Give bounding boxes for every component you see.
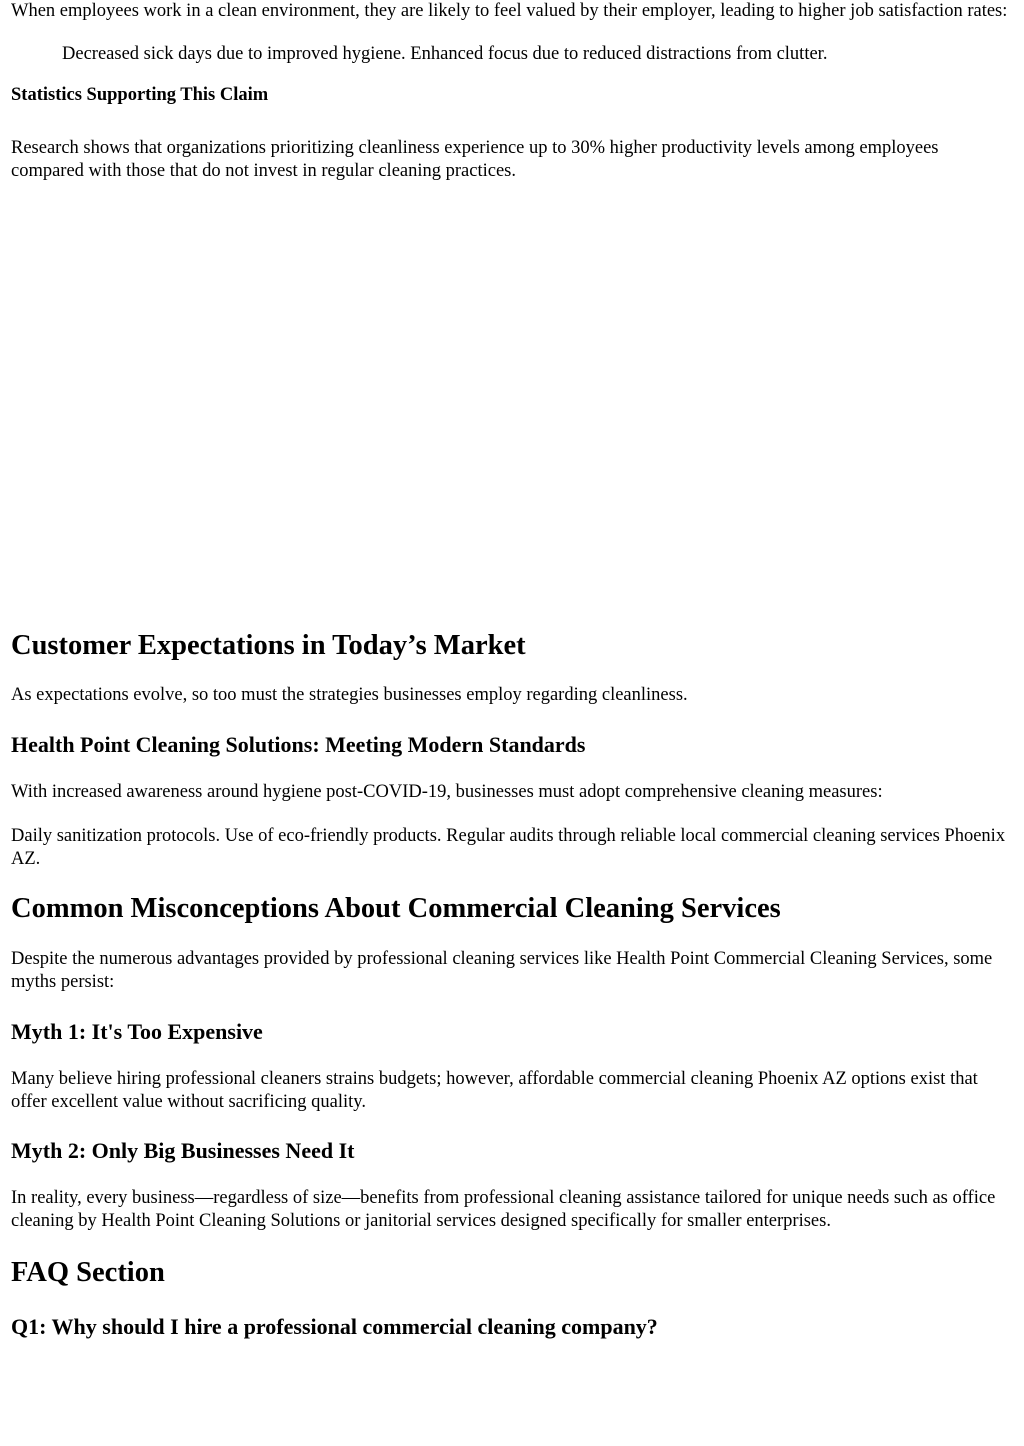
statistics-paragraph: Research shows that organizations prioritizing cleanliness experience up to 30% higher productivity levels among employees compared with those that do not invest in regular cleaning practices. bbox=[11, 138, 939, 181]
misconceptions-paragraph: Despite the numerous advantages provided by professional cleaning services like Health Point Commercial Cleaning Services, some myths persist: bbox=[11, 949, 993, 992]
myth1-paragraph: Many believe hiring professional cleaners strains budgets; however, affordable commercial cleaning Phoenix AZ options exist that offer excellent value without sacrificing quality. bbox=[11, 1069, 978, 1112]
misconceptions-heading: Common Misconceptions About Commercial Cleaning Services bbox=[11, 893, 781, 924]
faq-heading: FAQ Section bbox=[11, 1257, 165, 1288]
faq-q1-heading: Q1: Why should I hire a professional commercial cleaning company? bbox=[11, 1314, 658, 1339]
health-point-heading: Health Point Cleaning Solutions: Meeting Modern Standards bbox=[11, 732, 586, 757]
health-point-paragraph-1: With increased awareness around hygiene post-COVID-19, businesses must adopt comprehensive cleaning measures: bbox=[11, 782, 883, 802]
health-point-paragraph-2: Daily sanitization protocols. Use of eco-friendly products. Regular audits through reliable local commercial cleaning services Phoenix AZ. bbox=[11, 826, 1006, 869]
customer-expectations-heading: Customer Expectations in Today’s Market bbox=[11, 630, 526, 661]
customer-expectations-paragraph: As expectations evolve, so too must the strategies businesses employ regarding cleanliness. bbox=[11, 685, 688, 705]
myth1-heading: Myth 1: It's Too Expensive bbox=[11, 1019, 263, 1044]
intro-paragraph: When employees work in a clean environment, they are likely to feel valued by their employer, leading to higher job satisfaction rates: bbox=[11, 1, 1008, 21]
blank-space bbox=[11, 183, 1013, 629]
myth2-paragraph: In reality, every business—regardless of size—benefits from professional cleaning assistance tailored for unique needs such as office cleaning by Health Point Cleaning Solutions or janitorial services designed specifically for smaller enterprises. bbox=[11, 1188, 996, 1231]
benefits-blockquote: Decreased sick days due to improved hygiene. Enhanced focus due to reduced distractions from clutter. bbox=[62, 44, 828, 64]
statistics-heading: Statistics Supporting This Claim bbox=[11, 85, 269, 105]
myth2-heading: Myth 2: Only Big Businesses Need It bbox=[11, 1138, 355, 1163]
